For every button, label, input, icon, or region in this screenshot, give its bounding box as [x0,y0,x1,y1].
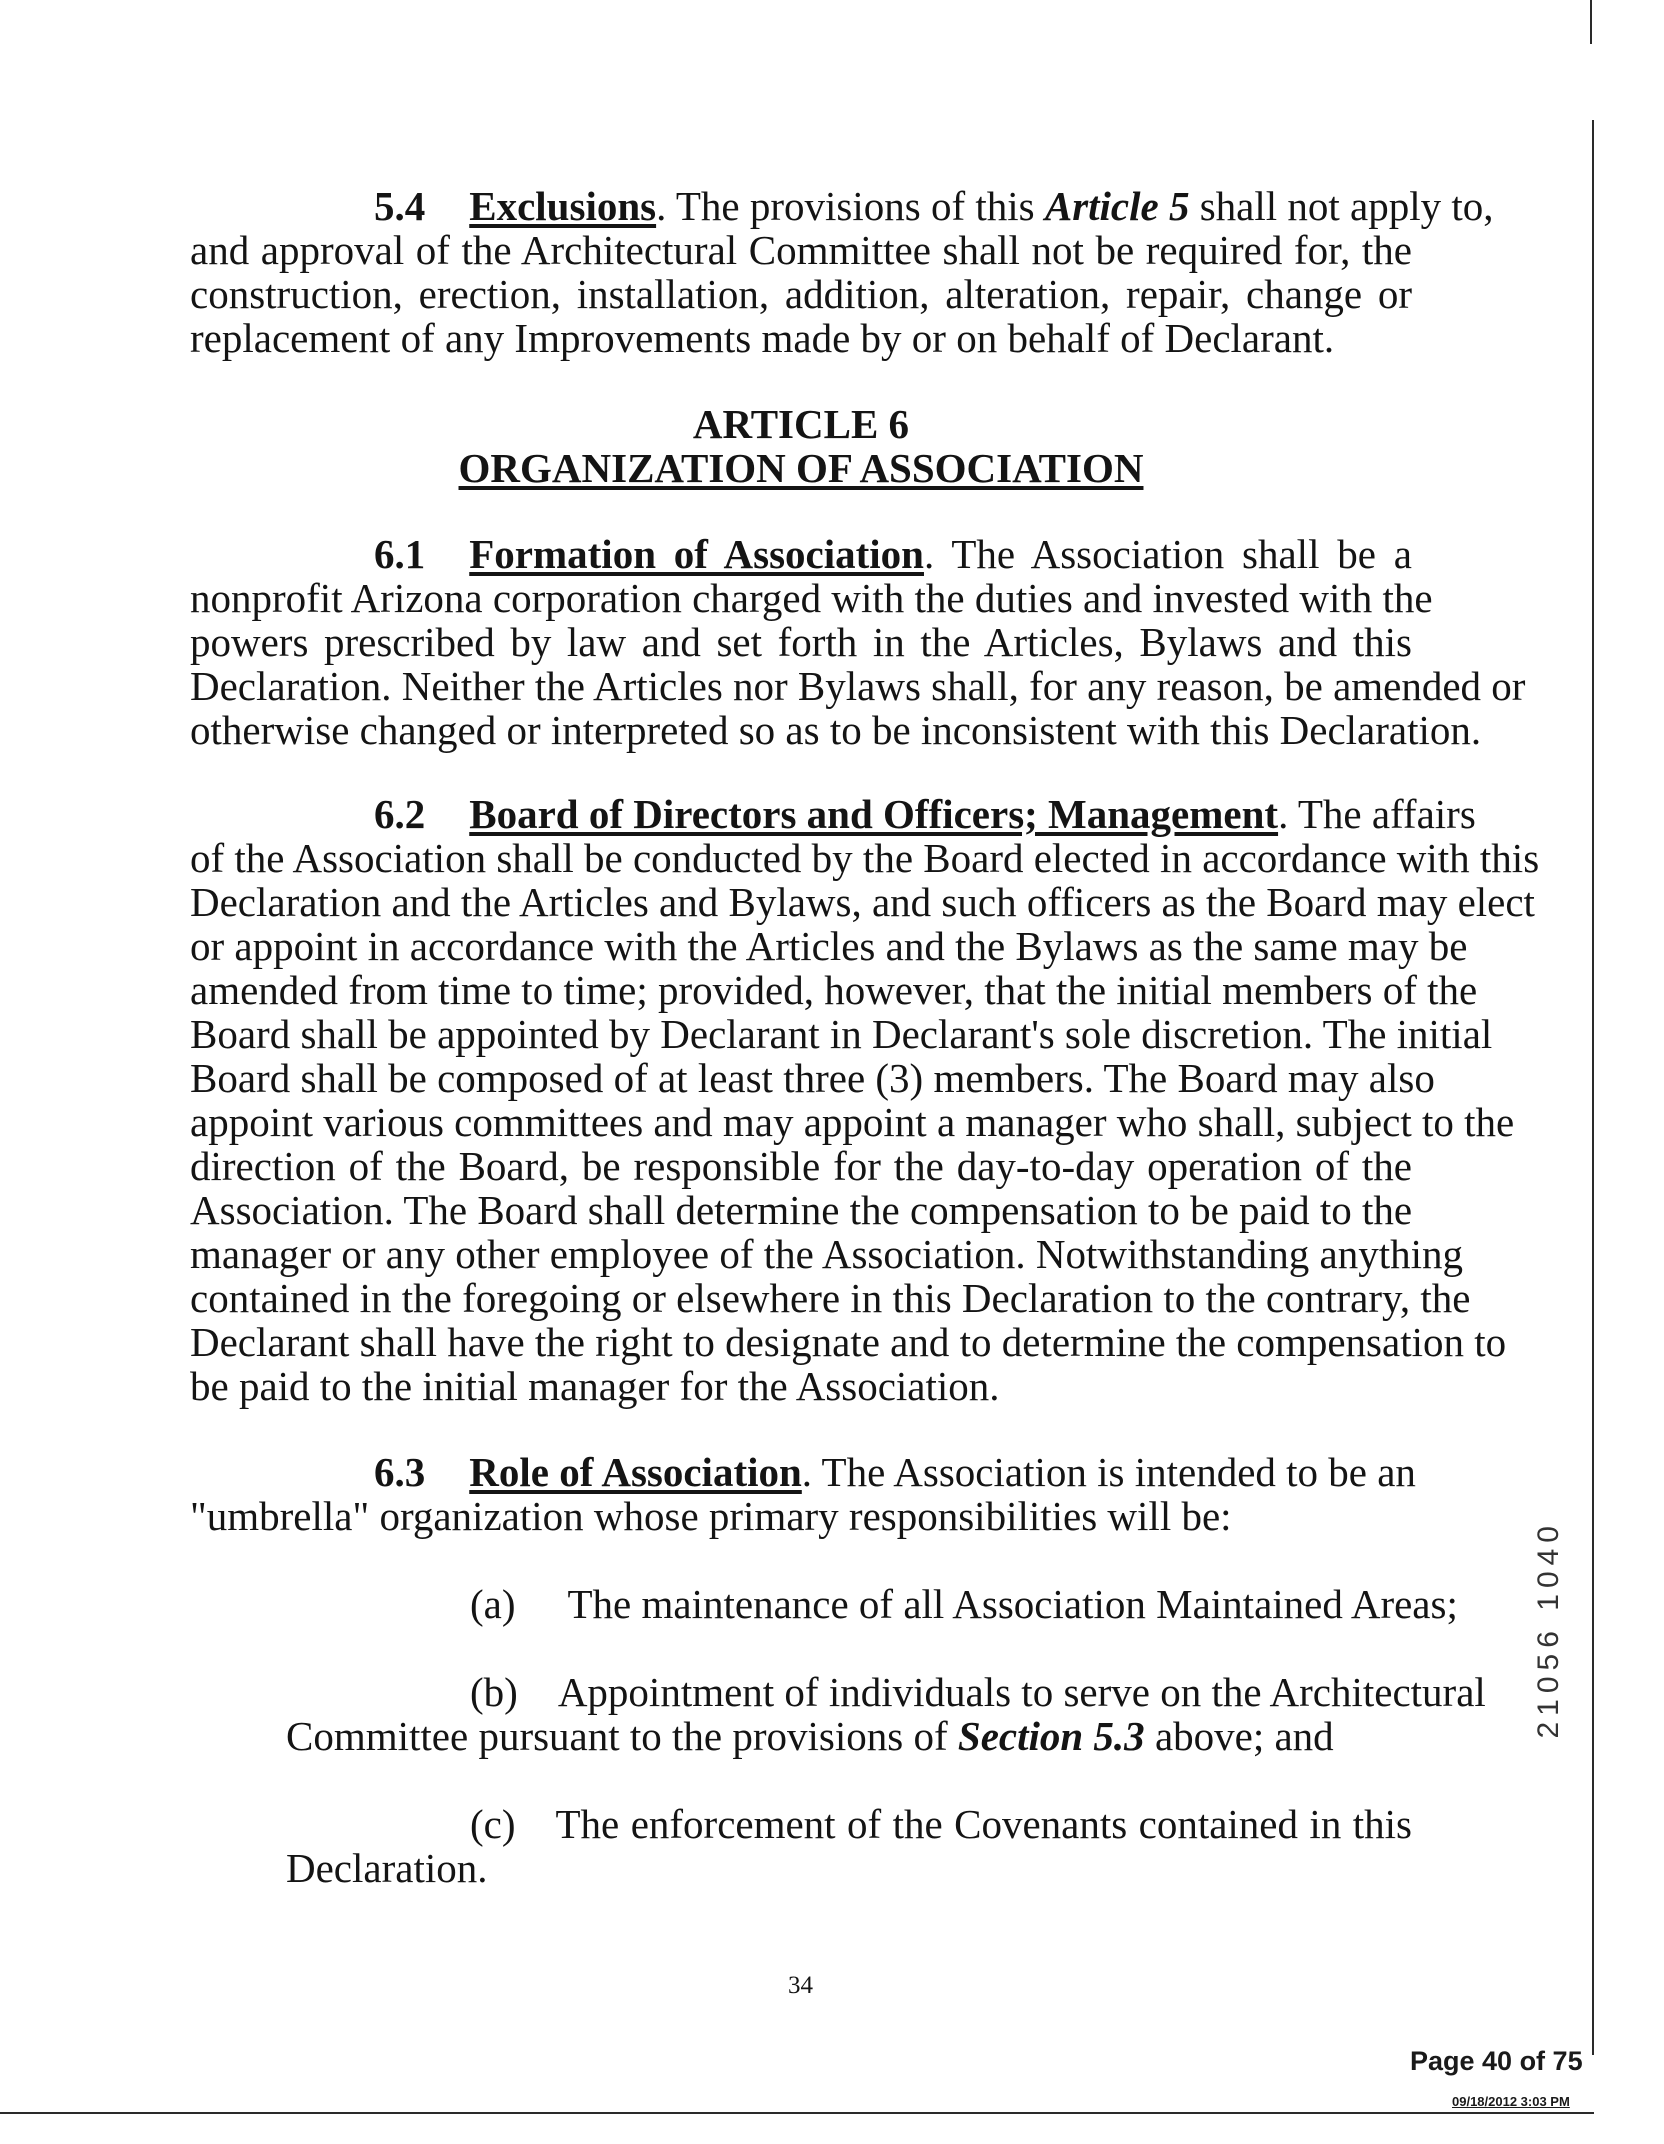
cross-reference: Section 5.3 [957,1713,1145,1759]
section-6-2-line-5: amended from time to time; provided, however, that the initial members of the [190,967,1478,1013]
right-margin-rule-top [1590,0,1592,44]
page-number: 34 [788,1972,813,1999]
list-label: (a) [470,1581,516,1627]
list-item-a: (a) The maintenance of all Association Maintained Areas; [470,1581,1458,1627]
section-5-4-line-4: replacement of any Improvements made by or on behalf of Declarant. [190,315,1335,361]
list-label: (c) [470,1801,516,1847]
list-item-c-line-2: Declaration. [286,1845,488,1891]
section-number: 6.1 [374,531,426,577]
section-6-2-line-3: Declaration and the Articles and Bylaws, and such officers as the Board may elect [190,879,1535,925]
section-title: Role of Association [469,1449,802,1495]
section-6-1-line-4: Declaration. Neither the Articles nor Bylaws shall, for any reason, be amended or [190,663,1526,709]
list-item-c: (c) The enforcement of the Covenants contained in this [470,1801,1412,1847]
article-heading: ARTICLE 6 [692,401,910,447]
section-6-3-line-1: 6.3 Role of Association. The Association is intended to be an [374,1449,1416,1495]
section-5-4-line-2: and approval of the Architectural Committee shall not be required for, the [190,227,1412,273]
article-title: ORGANIZATION OF ASSOCIATION [458,445,1144,491]
cross-reference: Article 5 [1044,183,1190,229]
right-margin-rule [1592,120,1594,2055]
section-number: 6.3 [374,1449,426,1495]
recording-date-stamp: 09/18/2012 3:03 PM [1452,2094,1570,2109]
section-number: 5.4 [374,183,426,229]
section-6-1-line-5: otherwise changed or interpreted so as to be inconsistent with this Declaration. [190,707,1482,753]
section-5-4-line-3: construction, erection, installation, addition, alteration, repair, change or [190,271,1412,317]
section-6-2-line-8: appoint various committees and may appoint a manager who shall, subject to the [190,1099,1515,1145]
section-6-2-line-14: be paid to the initial manager for the Association. [190,1363,1000,1409]
section-6-1-line-2: nonprofit Arizona corporation charged with the duties and invested with the [190,575,1433,621]
section-6-2-line-7: Board shall be composed of at least three (3) members. The Board may also [190,1055,1435,1101]
section-title: Board of Directors and Officers; Management [469,791,1279,837]
section-title: Exclusions [469,183,657,229]
list-label: (b) [470,1669,518,1715]
section-title: Formation of Association [469,531,924,577]
section-6-2-line-2: of the Association shall be conducted by the Board elected in accordance with this [190,835,1540,881]
section-6-2-line-12: contained in the foregoing or elsewhere in this Declaration to the contrary, the [190,1275,1471,1321]
section-6-2-line-11: manager or any other employee of the Association. Notwithstanding anything [190,1231,1463,1277]
section-number: 6.2 [374,791,426,837]
section-5-4-line-1: 5.4 Exclusions. The provisions of this Article 5 shall not apply to, [374,183,1494,229]
list-item-b-line-2: Committee pursuant to the provisions of Section 5.3 above; and [286,1713,1334,1759]
recording-page-stamp: Page 40 of 75 [1410,2046,1583,2076]
list-item-b: (b) Appointment of individuals to serve on the Architectural [470,1669,1486,1715]
section-6-3-line-2: "umbrella" organization whose primary responsibilities will be: [190,1493,1232,1539]
section-6-2-line-1: 6.2 Board of Directors and Officers; Management. The affairs [374,791,1476,837]
section-6-1-line-1: 6.1 Formation of Association. The Association shall be a [374,531,1412,577]
bottom-rule [0,2112,1594,2114]
section-6-1-line-3: powers prescribed by law and set forth in the Articles, Bylaws and this [190,619,1412,665]
recording-number: 21056 1040 [1532,1520,1565,1739]
section-6-2-line-9: direction of the Board, be responsible for the day-to-day operation of the [190,1143,1412,1189]
section-6-2-line-10: Association. The Board shall determine the compensation to be paid to the [190,1187,1413,1233]
section-6-2-line-4: or appoint in accordance with the Articles and the Bylaws as the same may be [190,923,1468,969]
section-6-2-line-6: Board shall be appointed by Declarant in Declarant's sole discretion. The initial [190,1011,1493,1057]
section-6-2-line-13: Declarant shall have the right to designate and to determine the compensation to [190,1319,1507,1365]
